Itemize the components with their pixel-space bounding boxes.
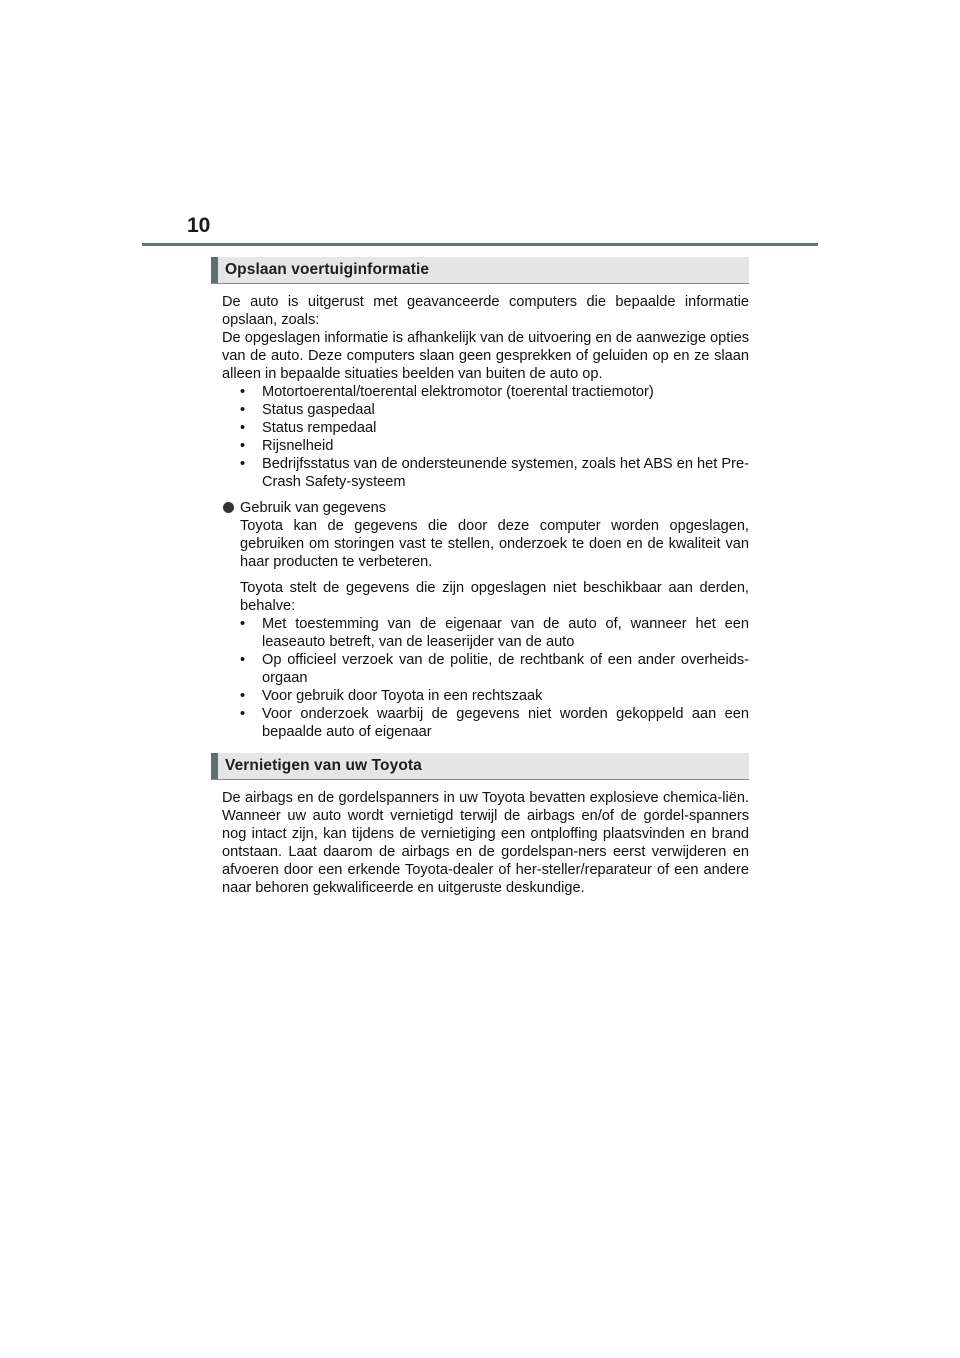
list-item: • Met toestemming van de eigenaar van de auto of, wanneer het een leaseauto betreft, van de leaserijder van de auto xyxy=(240,615,749,651)
list-item: • Status gaspedaal xyxy=(240,401,749,419)
usage-paragraph-1: Toyota kan de gegevens die door deze computer worden opgeslagen, gebruiken om storingen vast te stellen, onderzoek te doen en de kwaliteit van haar producten te verbeteren. xyxy=(240,518,749,570)
list-item: • Motortoerental/toerental elektromotor (toerental tractiemotor) xyxy=(240,383,749,401)
exceptions-list xyxy=(240,615,749,741)
usage-block xyxy=(222,517,749,741)
list-item: • Rijsnelheid xyxy=(240,437,749,455)
list-item: • Voor onderzoek waarbij de gegevens niet worden gekoppeld aan een bepaalde auto of eigenaar xyxy=(240,705,749,741)
section-body-disposal xyxy=(211,789,749,897)
usage-paragraph-2: Toyota stelt de gegevens die zijn opgeslagen niet beschikbaar aan derden, behalve: xyxy=(240,580,749,614)
page-number: 10 xyxy=(187,214,211,237)
section-body-vehicle-data xyxy=(211,293,749,741)
list-item: • Bedrijfsstatus van de ondersteunende systemen, zoals het ABS en het Pre-Crash Safety-systeem xyxy=(240,455,749,491)
heading-bar xyxy=(211,257,218,283)
disposal-paragraph: De airbags en de gordelspanners in uw Toyota bevatten explosieve chemica-liën. Wanneer uw auto wordt vernietigd terwijl de airbags en/of de gordel-spanners nog intact zijn, kan tijdens de vernietiging een ontploffing plaatsvinden en brand ontstaan. Laat daarom de airbags en de gordelspan-ners eerst verwijderen en afvoeren door een erkende Toyota-dealer of her-steller/reparateur of een andere naar behoren gekwalificeerde en uitgeruste deskundige. xyxy=(222,790,749,896)
filled-circle-icon xyxy=(223,502,234,513)
heading-bar xyxy=(211,753,218,779)
intro-paragraph-1: De auto is uitgerust met geavanceerde computers die bepaalde informatie opslaan, zoals: xyxy=(222,294,749,328)
list-item: • Voor gebruik door Toyota in een rechtszaak xyxy=(240,687,749,705)
stored-data-list xyxy=(222,383,749,491)
page-content xyxy=(211,257,749,897)
list-item: • Op officieel verzoek van de politie, de rechtbank of een ander overheids-orgaan xyxy=(240,651,749,687)
section-heading-vehicle-data xyxy=(211,257,749,284)
list-item: • Status rempedaal xyxy=(240,419,749,437)
intro-paragraph-2: De opgeslagen informatie is afhankelijk van de uitvoering en de aanwezige opties van de auto. Deze computers slaan geen gesprekken of geluiden op en ze slaan alleen in bepaalde situaties beelden van buiten de auto op. xyxy=(222,330,749,382)
section-heading-disposal xyxy=(211,753,749,780)
header-rule xyxy=(142,243,818,246)
usage-heading xyxy=(222,499,749,517)
section-title: Opslaan voertuiginformatie xyxy=(225,261,430,278)
usage-heading-text: Gebruik van gegevens xyxy=(240,500,387,516)
section-title: Vernietigen van uw Toyota xyxy=(225,757,422,774)
